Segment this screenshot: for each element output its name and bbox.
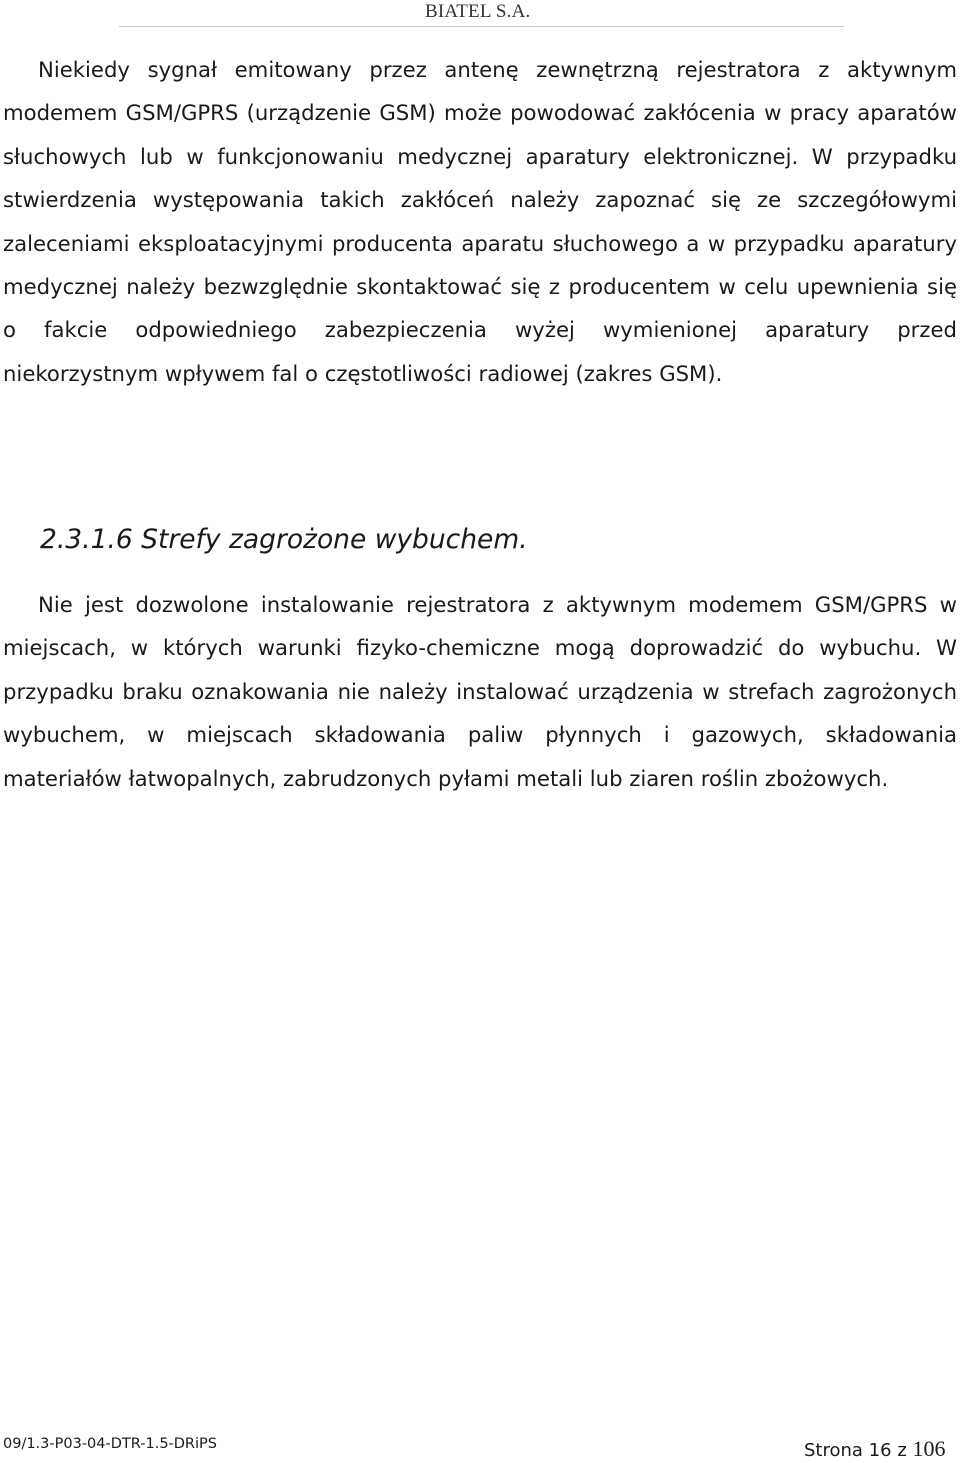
footer-page-label: Strona bbox=[804, 1440, 863, 1461]
section-heading-explosion-zones: 2.3.1.6 Strefy zagrożone wybuchem. bbox=[40, 524, 528, 555]
paragraph-1-container bbox=[3, 48, 957, 395]
footer-page-separator: z bbox=[897, 1440, 907, 1461]
header-company-name: BIATEL S.A. bbox=[425, 1, 531, 22]
header-divider bbox=[119, 26, 844, 27]
footer-page-number bbox=[804, 1436, 946, 1462]
footer-document-code: 09/1.3-P03-04-DTR-1.5-DRiPS bbox=[3, 1436, 217, 1452]
page-header bbox=[0, 0, 960, 30]
footer-page-total: 106 bbox=[912, 1436, 946, 1461]
paragraph-explosion-zones: Nie jest dozwolone instalowanie rejestratora z aktywnym modemem GSM/GPRS w miejscach, w których warunki fizyko-chemiczne mogą doprowadzić do wybuchu. W przypadku braku oznakowania nie należy instalować urządzenia w strefach zagrożonych wybuchem, w miejscach składowania paliw płynnych i gazowych, składowania materiałów łatwopalnych, zabrudzonych pyłami metali lub ziaren roślin zbożowych. bbox=[3, 592, 957, 791]
paragraph-2-container bbox=[3, 583, 957, 800]
footer-page-current: 16 bbox=[868, 1440, 892, 1461]
paragraph-gsm-interference: Niekiedy sygnał emitowany przez antenę zewnętrzną rejestratora z aktywnym modemem GSM/GPRS (urządzenie GSM) może powodować zakłócenia w pracy aparatów słuchowych lub w funkcjonowaniu medycznej aparatury elektronicznej. W przypadku stwierdzenia występowania takich zakłóceń należy zapoznać się ze szczegółowymi zaleceniami eksploatacyjnymi producenta aparatu słuchowego a w przypadku aparatury medycznej należy bezwzględnie skontaktować się z producentem w celu upewnienia się o fakcie odpowiedniego zabezpieczenia wyżej wymienionej aparatury przed niekorzystnym wpływem fal o częstotliwości radiowej (zakres GSM). bbox=[3, 57, 957, 386]
